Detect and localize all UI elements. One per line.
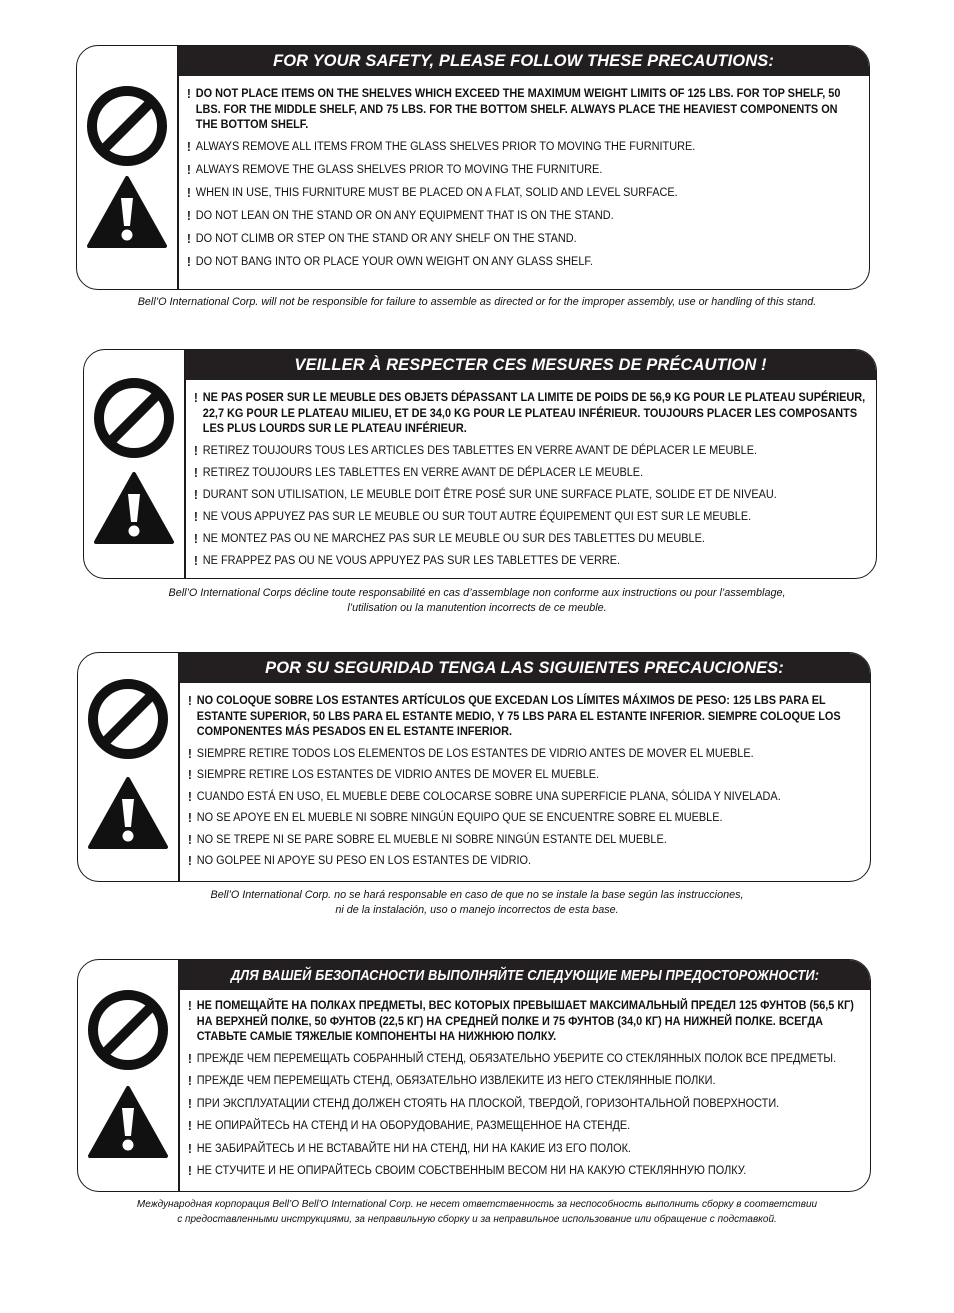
precaution-item: ! НЕ ПОМЕЩАЙТЕ НА ПОЛКАХ ПРЕДМЕТЫ, ВЕС КОТОРЫХ ПРЕВЫШАЕТ МАКСИМАЛЬНЫЙ ПРЕДЕЛ 125 ФУНТОВ (56,5 КГ) НА ВЕРХНЕЙ ПОЛКЕ, 50 ФУНТОВ (22,5 КГ) НА СРЕДНЕЙ ПОЛКЕ И 75 ФУНТОВ (34,0 КГ) НА НИЖНЕЙ ПОЛКЕ. ВСЕГДА СТАВЬТЕ САМЫЕ ТЯЖЕЛЫЕ КОМПОНЕНТЫ НА НИЖНЮЮ ПОЛКУ. xyxy=(188,998,854,1043)
precaution-item: ! ALWAYS REMOVE THE GLASS SHELVES PRIOR TO MOVING THE FURNITURE. xyxy=(187,161,603,177)
warning-triangle-icon xyxy=(85,174,169,250)
panel-icons xyxy=(84,350,184,578)
precaution-list xyxy=(188,998,860,1179)
prohibition-icon xyxy=(86,988,170,1072)
precaution-item: ! CUANDO ESTÁ EN USO, EL MUEBLE DEBE COLOCARSE SOBRE UNA SUPERFICIE PLANA, SÓLIDA Y NIVELADA. xyxy=(188,788,781,804)
precaution-item: ! NO GOLPEE NI APOYE SU PESO EN LOS ESTANTES DE VIDRIO. xyxy=(188,853,532,868)
panel-divider xyxy=(178,653,180,881)
precaution-item: ! NO SE TREPE NI SE PARE SOBRE EL MUEBLE NI SOBRE NINGÚN ESTANTE DEL MUEBLE. xyxy=(188,831,667,847)
precaution-list xyxy=(194,390,866,568)
disclaimer-fr: Bell’O International Corps décline toute responsabilité en cas d’assemblage non conforme aux instructions ou pour l’assemblage, l’utilisation ou la manutention incorrects de ce meuble. xyxy=(168,587,786,614)
precaution-item: ! RETIREZ TOUJOURS TOUS LES ARTICLES DES TABLETTES EN VERRE AVANT DE DÉPLACER LE MEUBLE. xyxy=(194,442,758,458)
prohibition-icon xyxy=(85,84,169,168)
precautions-panel-es xyxy=(77,652,871,882)
disclaimer-es: Bell’O International Corp. no se hará responsable en caso de que no se instale la base según las instrucciones, ni de la instalación, uso o manejo incorrectos de esta base. xyxy=(210,889,744,916)
panel-title: FOR YOUR SAFETY, PLEASE FOLLOW THESE PRECAUTIONS: xyxy=(273,51,774,70)
precaution-item: ! RETIREZ TOUJOURS LES TABLETTES EN VERRE AVANT DE DÉPLACER LE MEUBLE. xyxy=(194,464,644,480)
precaution-item: ! DO NOT PLACE ITEMS ON THE SHELVES WHICH EXCEED THE MAXIMUM WEIGHT LIMITS OF 125 LBS. FOR TOP SHELF, 50 LBS. FOR THE MIDDLE SHELF, AND 75 LBS. FOR THE BOTTOM SHELF. ALWAYS PLACE THE HEAVIEST COMPONENTS ON THE BOTTOM SHELF. xyxy=(187,86,841,131)
panel-header xyxy=(179,653,870,683)
panel-icons xyxy=(78,960,178,1191)
precaution-item: ! НЕ ЗАБИРАЙТЕСЬ И НЕ ВСТАВАЙТЕ НИ НА СТЕНД, НИ НА КАКИЕ ИЗ ЕГО ПОЛОК. xyxy=(188,1140,631,1156)
precaution-item: ! DURANT SON UTILISATION, LE MEUBLE DOIT ÊTRE POSÉ SUR UNE SURFACE PLATE, SOLIDE ET DE NIVEAU. xyxy=(194,486,777,502)
prohibition-icon xyxy=(86,677,170,761)
precaution-list xyxy=(187,86,859,269)
precaution-item: ! DO NOT CLIMB OR STEP ON THE STAND OR ANY SHELF ON THE STAND. xyxy=(187,230,577,246)
panel-divider xyxy=(177,46,179,289)
warning-triangle-icon xyxy=(86,775,170,851)
precautions-panel-en xyxy=(76,45,870,290)
precaution-item: ! НЕ СТУЧИТЕ И НЕ ОПИРАЙТЕСЬ СВОИМ СОБСТВЕННЫМ ВЕСОМ НИ НА КАКУЮ СТЕКЛЯННУЮ ПОЛКУ. xyxy=(188,1163,747,1178)
precaution-item: ! WHEN IN USE, THIS FURNITURE MUST BE PLACED ON A FLAT, SOLID AND LEVEL SURFACE. xyxy=(187,184,678,200)
precaution-item: ! ПРЕЖДЕ ЧЕМ ПЕРЕМЕЩАТЬ СТЕНД, ОБЯЗАТЕЛЬНО ИЗВЛЕКИТЕ ИЗ НЕГО СТЕКЛЯННЫЕ ПОЛКИ. xyxy=(188,1073,716,1088)
panel-title: VEILLER À RESPECTER CES MESURES DE PRÉCAUTION ! xyxy=(294,355,767,374)
panel-title: POR SU SEGURIDAD TENGA LAS SIGUIENTES PRECAUCIONES: xyxy=(265,658,784,677)
panel-header xyxy=(185,350,876,380)
panel-divider xyxy=(184,350,186,578)
precaution-item: ! NO COLOQUE SOBRE LOS ESTANTES ARTÍCULOS QUE EXCEDAN LOS LÍMITES MÁXIMOS DE PESO: 125 LBS PARA EL ESTANTE SUPERIOR, 50 LBS PARA EL ESTANTE MEDIO, Y 75 LBS PARA EL ESTANTE INFERIOR. SIEMPRE COLOQUE LOS COMPONENTES MÁS PESADOS EN EL ESTANTE INFERIOR. xyxy=(188,693,841,738)
precaution-item: ! НЕ ОПИРАЙТЕСЬ НА СТЕНД И НА ОБОРУДОВАНИЕ, РАЗМЕЩЕННОЕ НА СТЕНДЕ. xyxy=(188,1118,631,1133)
precaution-item: ! NE VOUS APPUYEZ PAS SUR LE MEUBLE OU SUR TOUT AUTRE ÉQUIPEMENT QUI EST SUR LE MEUBLE. xyxy=(194,508,752,524)
precaution-item: ! SIEMPRE RETIRE LOS ESTANTES DE VIDRIO ANTES DE MOVER EL MUEBLE. xyxy=(188,767,600,782)
precaution-item: ! NE FRAPPEZ PAS OU NE VOUS APPUYEZ PAS SUR LES TABLETTES DE VERRE. xyxy=(194,552,621,568)
precaution-item: ! ALWAYS REMOVE ALL ITEMS FROM THE GLASS SHELVES PRIOR TO MOVING THE FURNITURE. xyxy=(187,138,696,154)
precautions-panel-ru xyxy=(77,959,871,1192)
precaution-list xyxy=(188,693,860,869)
precaution-item: ! DO NOT BANG INTO OR PLACE YOUR OWN WEIGHT ON ANY GLASS SHELF. xyxy=(187,253,593,269)
panel-divider xyxy=(178,960,180,1191)
prohibition-icon xyxy=(92,376,176,460)
precaution-item: ! NO SE APOYE EN EL MUEBLE NI SOBRE NINGÚN EQUIPO QUE SE ENCUENTRE SOBRE EL MUEBLE. xyxy=(188,810,723,825)
warning-triangle-icon xyxy=(86,1084,170,1160)
precaution-item: ! ПРЕЖДЕ ЧЕМ ПЕРЕМЕЩАТЬ СОБРАННЫЙ СТЕНД, ОБЯЗАТЕЛЬНО УБЕРИТЕ СО СТЕКЛЯННЫХ ПОЛОК ВСЕ ПРЕДМЕТЫ. xyxy=(188,1050,837,1066)
disclaimer-ru: Международная корпорация Bell’O Bell’O International Corp. не несет ответственность за неспособность выполнить сборку в соответствии с предоставленными инструкциями, за неправильную сборку и за неправильное использование или обращение с подставкой. xyxy=(136,1199,818,1225)
precaution-item: ! NE PAS POSER SUR LE MEUBLE DES OBJETS DÉPASSANT LA LIMITE DE POIDS DE 56,9 KG POUR LE PLATEAU SUPÉRIEUR, 22,7 KG POUR LE PLATEAU MILIEU, ET DE 34,0 KG POUR LE PLATEAU INFÉRIEUR. TOUJOURS PLACER LES COMPOSANTS LES PLUS LOURDS SUR LE PLATEAU INFÉRIEUR. xyxy=(194,390,866,435)
precaution-item: ! SIEMPRE RETIRE TODOS LOS ELEMENTOS DE LOS ESTANTES DE VIDRIO ANTES DE MOVER EL MUEBLE. xyxy=(188,745,754,761)
warning-triangle-icon xyxy=(92,470,176,546)
precautions-panel-fr xyxy=(83,349,877,579)
panel-header xyxy=(178,46,869,76)
precaution-item: ! NE MONTEZ PAS OU NE MARCHEZ PAS SUR LE MEUBLE OU SUR DES TABLETTES DU MEUBLE. xyxy=(194,530,705,546)
precaution-item: ! ПРИ ЭКСПЛУАТАЦИИ СТЕНД ДОЛЖЕН СТОЯТЬ НА ПЛОСКОЙ, ТВЕРДОЙ, ГОРИЗОНТАЛЬНОЙ ПОВЕРХНОСТИ. xyxy=(188,1095,780,1111)
panel-header xyxy=(179,960,870,990)
panel-icons xyxy=(77,46,177,289)
panel-title: ДЛЯ ВАШЕЙ БЕЗОПАСНОСТИ ВЫПОЛНЯЙТЕ СЛЕДУЮЩИЕ МЕРЫ ПРЕДОСТОРОЖНОСТИ: xyxy=(230,966,819,984)
panel-icons xyxy=(78,653,178,881)
disclaimer-en: Bell’O International Corp. will not be responsible for failure to assemble as directed or for the improper assembly, use or handling of this stand. xyxy=(137,296,817,308)
precaution-item: ! DO NOT LEAN ON THE STAND OR ON ANY EQUIPMENT THAT IS ON THE STAND. xyxy=(187,207,614,223)
